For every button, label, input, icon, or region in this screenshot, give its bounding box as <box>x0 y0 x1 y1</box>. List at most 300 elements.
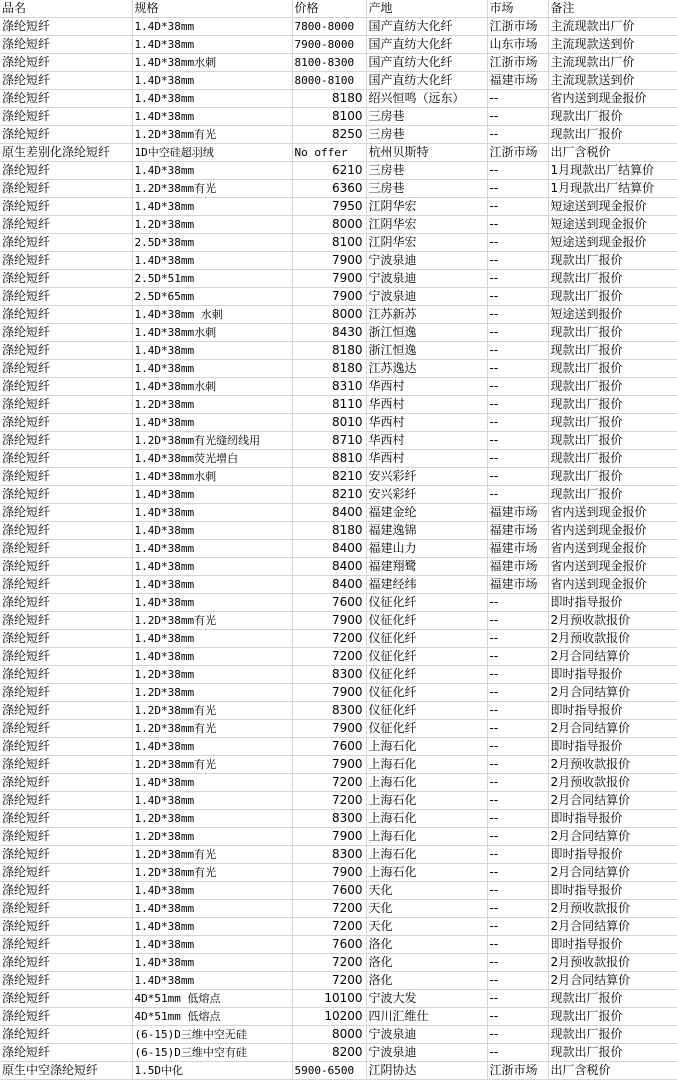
cell-product-name: 涤纶短纤 <box>0 1026 132 1044</box>
cell-price: 8710 <box>292 432 366 450</box>
cell-product-name: 涤纶短纤 <box>0 990 132 1008</box>
cell-origin: 宁波泉迪 <box>366 1026 487 1044</box>
cell-price: 7900 <box>292 288 366 306</box>
cell-remarks: 出厂含税价 <box>548 1062 677 1080</box>
cell-remarks: 2月合同结算价 <box>548 972 677 990</box>
cell-product-name: 涤纶短纤 <box>0 684 132 702</box>
cell-market: -- <box>487 756 548 774</box>
cell-origin: 仪征化纤 <box>366 666 487 684</box>
cell-remarks: 即时指导报价 <box>548 702 677 720</box>
cell-price: 7600 <box>292 882 366 900</box>
cell-market: -- <box>487 252 548 270</box>
cell-product-name: 涤纶短纤 <box>0 1008 132 1026</box>
cell-origin: 华西村 <box>366 378 487 396</box>
cell-market: -- <box>487 486 548 504</box>
cell-remarks: 省内送到现金报价 <box>548 576 677 594</box>
cell-market: -- <box>487 846 548 864</box>
cell-spec: 1.2D*38mm <box>132 396 292 414</box>
cell-price: 7200 <box>292 972 366 990</box>
cell-price: 8180 <box>292 522 366 540</box>
cell-spec: 1.4D*38mm <box>132 594 292 612</box>
cell-product-name: 涤纶短纤 <box>0 666 132 684</box>
cell-spec: 1.4D*38mm <box>132 72 292 90</box>
cell-product-name: 涤纶短纤 <box>0 810 132 828</box>
table-row <box>0 882 677 900</box>
cell-product-name: 涤纶短纤 <box>0 72 132 90</box>
cell-spec: 4D*51mm 低熔点 <box>132 1008 292 1026</box>
cell-origin: 江阴华宏 <box>366 198 487 216</box>
cell-price: 8810 <box>292 450 366 468</box>
cell-market: -- <box>487 414 548 432</box>
cell-market: -- <box>487 468 548 486</box>
cell-product-name: 涤纶短纤 <box>0 774 132 792</box>
cell-spec: 2.5D*38mm <box>132 234 292 252</box>
cell-market: -- <box>487 720 548 738</box>
cell-spec: 1.4D*38mm <box>132 900 292 918</box>
table-row <box>0 288 677 306</box>
cell-product-name: 涤纶短纤 <box>0 90 132 108</box>
cell-market: 江浙市场 <box>487 18 548 36</box>
cell-product-name: 涤纶短纤 <box>0 288 132 306</box>
cell-spec: 1.2D*38mm有光 <box>132 612 292 630</box>
table-row <box>0 450 677 468</box>
cell-origin: 福建经纬 <box>366 576 487 594</box>
cell-price: 8300 <box>292 666 366 684</box>
cell-remarks: 即时指导报价 <box>548 882 677 900</box>
table-row <box>0 828 677 846</box>
cell-market: -- <box>487 612 548 630</box>
table-row <box>0 576 677 594</box>
cell-market: -- <box>487 180 548 198</box>
cell-market: 江浙市场 <box>487 144 548 162</box>
cell-remarks: 主流现款出厂价 <box>548 18 677 36</box>
cell-price: 10200 <box>292 1008 366 1026</box>
cell-spec: 1.4D*38mm 水刺 <box>132 306 292 324</box>
cell-spec: 1.5D中化 <box>132 1062 292 1080</box>
cell-remarks: 2月预收款报价 <box>548 630 677 648</box>
cell-market: -- <box>487 378 548 396</box>
table-row <box>0 720 677 738</box>
table-row <box>0 324 677 342</box>
cell-remarks: 省内送到现金报价 <box>548 558 677 576</box>
header-remarks: 备注 <box>548 0 677 18</box>
cell-market: -- <box>487 216 548 234</box>
cell-price: 6210 <box>292 162 366 180</box>
table-row <box>0 180 677 198</box>
table-row <box>0 1008 677 1026</box>
cell-product-name: 涤纶短纤 <box>0 612 132 630</box>
cell-remarks: 2月合同结算价 <box>548 684 677 702</box>
cell-spec: 1.4D*38mm <box>132 342 292 360</box>
cell-product-name: 涤纶短纤 <box>0 180 132 198</box>
cell-origin: 江阴华宏 <box>366 216 487 234</box>
cell-price: 8100-8300 <box>292 54 366 72</box>
cell-product-name: 涤纶短纤 <box>0 576 132 594</box>
table-row <box>0 792 677 810</box>
table-row <box>0 558 677 576</box>
cell-market: -- <box>487 900 548 918</box>
cell-remarks: 2月合同结算价 <box>548 648 677 666</box>
cell-origin: 三房巷 <box>366 126 487 144</box>
cell-spec: 1.4D*38mm水刺 <box>132 54 292 72</box>
cell-price: 7200 <box>292 900 366 918</box>
table-row <box>0 612 677 630</box>
cell-product-name: 涤纶短纤 <box>0 720 132 738</box>
cell-origin: 江苏逸达 <box>366 360 487 378</box>
cell-remarks: 短途送到现金报价 <box>548 234 677 252</box>
cell-remarks: 现款出厂报价 <box>548 450 677 468</box>
cell-spec: 1.2D*38mm有光 <box>132 864 292 882</box>
table-row <box>0 378 677 396</box>
cell-market: -- <box>487 648 548 666</box>
table-row <box>0 198 677 216</box>
table-row <box>0 990 677 1008</box>
cell-price: 7200 <box>292 954 366 972</box>
cell-product-name: 涤纶短纤 <box>0 756 132 774</box>
cell-origin: 宁波大发 <box>366 990 487 1008</box>
cell-price: 8300 <box>292 846 366 864</box>
cell-origin: 上海石化 <box>366 756 487 774</box>
cell-price: 8180 <box>292 342 366 360</box>
cell-remarks: 即时指导报价 <box>548 936 677 954</box>
cell-remarks: 即时指导报价 <box>548 846 677 864</box>
cell-price: 8010 <box>292 414 366 432</box>
cell-spec: 1.2D*38mm <box>132 216 292 234</box>
cell-price: 7900 <box>292 864 366 882</box>
cell-origin: 华西村 <box>366 396 487 414</box>
table-row <box>0 270 677 288</box>
cell-market: -- <box>487 954 548 972</box>
cell-market: -- <box>487 810 548 828</box>
cell-product-name: 涤纶短纤 <box>0 630 132 648</box>
cell-price: 7200 <box>292 648 366 666</box>
cell-remarks: 现款出厂报价 <box>548 342 677 360</box>
cell-product-name: 涤纶短纤 <box>0 360 132 378</box>
cell-spec: 1.2D*38mm有光缝纫线用 <box>132 432 292 450</box>
cell-origin: 杭州贝斯特 <box>366 144 487 162</box>
cell-spec: 1.4D*38mm <box>132 792 292 810</box>
table-row <box>0 306 677 324</box>
cell-remarks: 短途送到报价 <box>548 306 677 324</box>
cell-spec: 4D*51mm 低熔点 <box>132 990 292 1008</box>
cell-spec: 1.4D*38mm水刺 <box>132 378 292 396</box>
cell-product-name: 涤纶短纤 <box>0 954 132 972</box>
cell-origin: 洛化 <box>366 954 487 972</box>
cell-origin: 三房巷 <box>366 162 487 180</box>
table-row <box>0 846 677 864</box>
cell-origin: 仪征化纤 <box>366 612 487 630</box>
cell-origin: 安兴彩纤 <box>366 468 487 486</box>
cell-market: -- <box>487 1044 548 1062</box>
cell-spec: 1.2D*38mm有光 <box>132 720 292 738</box>
table-row <box>0 234 677 252</box>
cell-remarks: 2月合同结算价 <box>548 720 677 738</box>
cell-spec: 1.4D*38mm <box>132 648 292 666</box>
cell-remarks: 主流现款送到价 <box>548 36 677 54</box>
cell-origin: 仪征化纤 <box>366 630 487 648</box>
table-row <box>0 144 677 162</box>
cell-price: 8400 <box>292 558 366 576</box>
cell-product-name: 涤纶短纤 <box>0 918 132 936</box>
table-row <box>0 36 677 54</box>
cell-market: 福建市场 <box>487 72 548 90</box>
cell-remarks: 现款出厂报价 <box>548 1044 677 1062</box>
header-price: 价格 <box>292 0 366 18</box>
cell-spec: 1.4D*38mm <box>132 918 292 936</box>
cell-price: 7950 <box>292 198 366 216</box>
cell-remarks: 2月合同结算价 <box>548 792 677 810</box>
cell-product-name: 涤纶短纤 <box>0 936 132 954</box>
cell-remarks: 现款出厂报价 <box>548 108 677 126</box>
table-row <box>0 972 677 990</box>
cell-remarks: 即时指导报价 <box>548 738 677 756</box>
cell-remarks: 主流现款送到价 <box>548 72 677 90</box>
cell-spec: 1.2D*38mm有光 <box>132 126 292 144</box>
table-row <box>0 486 677 504</box>
cell-price: 8300 <box>292 702 366 720</box>
cell-product-name: 涤纶短纤 <box>0 540 132 558</box>
table-row <box>0 1044 677 1062</box>
cell-origin: 上海石化 <box>366 792 487 810</box>
cell-product-name: 涤纶短纤 <box>0 36 132 54</box>
cell-remarks: 2月预收款报价 <box>548 756 677 774</box>
cell-market: 江浙市场 <box>487 54 548 72</box>
cell-market: -- <box>487 342 548 360</box>
cell-product-name: 涤纶短纤 <box>0 414 132 432</box>
table-row <box>0 72 677 90</box>
cell-market: -- <box>487 936 548 954</box>
cell-market: -- <box>487 126 548 144</box>
cell-spec: 1.4D*38mm <box>132 360 292 378</box>
cell-price: 7900 <box>292 720 366 738</box>
cell-price: 8200 <box>292 1044 366 1062</box>
table-row <box>0 684 677 702</box>
cell-origin: 天化 <box>366 900 487 918</box>
cell-origin: 国产直纺大化纤 <box>366 36 487 54</box>
table-row <box>0 936 677 954</box>
table-row <box>0 342 677 360</box>
table-row <box>0 1026 677 1044</box>
cell-price: 7600 <box>292 936 366 954</box>
cell-price: 8000 <box>292 216 366 234</box>
cell-product-name: 涤纶短纤 <box>0 504 132 522</box>
cell-remarks: 现款出厂报价 <box>548 990 677 1008</box>
cell-price: 8400 <box>292 576 366 594</box>
cell-product-name: 涤纶短纤 <box>0 216 132 234</box>
cell-origin: 上海石化 <box>366 846 487 864</box>
cell-spec: 1.4D*38mm <box>132 774 292 792</box>
cell-origin: 三房巷 <box>366 180 487 198</box>
table-row <box>0 252 677 270</box>
cell-market: 山东市场 <box>487 36 548 54</box>
cell-origin: 宁波泉迪 <box>366 252 487 270</box>
cell-market: -- <box>487 630 548 648</box>
cell-spec: 1.4D*38mm <box>132 522 292 540</box>
cell-origin: 仪征化纤 <box>366 702 487 720</box>
cell-market: -- <box>487 972 548 990</box>
cell-remarks: 现款出厂报价 <box>548 432 677 450</box>
table-row <box>0 468 677 486</box>
cell-price: 8100 <box>292 108 366 126</box>
cell-origin: 宁波泉迪 <box>366 270 487 288</box>
table-row <box>0 666 677 684</box>
cell-price: 8100 <box>292 234 366 252</box>
cell-market: -- <box>487 450 548 468</box>
cell-market: -- <box>487 270 548 288</box>
table-row <box>0 540 677 558</box>
cell-market: 福建市场 <box>487 558 548 576</box>
table-row <box>0 108 677 126</box>
cell-market: 福建市场 <box>487 576 548 594</box>
cell-remarks: 短途送到现金报价 <box>548 216 677 234</box>
cell-market: -- <box>487 396 548 414</box>
cell-origin: 四川汇维仕 <box>366 1008 487 1026</box>
cell-market: -- <box>487 666 548 684</box>
cell-spec: 1.4D*38mm <box>132 90 292 108</box>
cell-market: 江浙市场 <box>487 1062 548 1080</box>
cell-remarks: 现款出厂报价 <box>548 1008 677 1026</box>
cell-origin: 福建翔鹭 <box>366 558 487 576</box>
cell-market: -- <box>487 1026 548 1044</box>
cell-market: -- <box>487 324 548 342</box>
cell-spec: 1.2D*38mm <box>132 828 292 846</box>
table-row <box>0 648 677 666</box>
table-row <box>0 414 677 432</box>
table-row <box>0 864 677 882</box>
cell-price: 7800-8000 <box>292 18 366 36</box>
cell-spec: 1.2D*38mm有光 <box>132 756 292 774</box>
header-spec: 规格 <box>132 0 292 18</box>
cell-origin: 华西村 <box>366 432 487 450</box>
cell-product-name: 涤纶短纤 <box>0 450 132 468</box>
cell-price: 8180 <box>292 90 366 108</box>
cell-origin: 国产直纺大化纤 <box>366 18 487 36</box>
cell-product-name: 涤纶短纤 <box>0 882 132 900</box>
cell-market: -- <box>487 90 548 108</box>
table-row <box>0 810 677 828</box>
cell-market: -- <box>487 702 548 720</box>
cell-origin: 仪征化纤 <box>366 648 487 666</box>
cell-origin: 宁波泉迪 <box>366 288 487 306</box>
cell-market: -- <box>487 774 548 792</box>
table-row <box>0 918 677 936</box>
cell-market: 福建市场 <box>487 504 548 522</box>
table-row <box>0 900 677 918</box>
cell-spec: 1.2D*38mm有光 <box>132 180 292 198</box>
cell-remarks: 即时指导报价 <box>548 666 677 684</box>
cell-price: 7200 <box>292 918 366 936</box>
cell-price: 5900-6500 <box>292 1062 366 1080</box>
table-row <box>0 630 677 648</box>
cell-spec: 1.4D*38mm <box>132 540 292 558</box>
cell-spec: 1.4D*38mm <box>132 630 292 648</box>
cell-remarks: 2月预收款报价 <box>548 612 677 630</box>
table-row <box>0 774 677 792</box>
cell-remarks: 短途送到现金报价 <box>548 198 677 216</box>
cell-product-name: 涤纶短纤 <box>0 864 132 882</box>
table-row <box>0 594 677 612</box>
cell-product-name: 涤纶短纤 <box>0 828 132 846</box>
cell-remarks: 省内送到现金报价 <box>548 540 677 558</box>
cell-origin: 国产直纺大化纤 <box>366 54 487 72</box>
cell-price: 7600 <box>292 594 366 612</box>
cell-spec: 1.4D*38mm <box>132 882 292 900</box>
header-origin: 产地 <box>366 0 487 18</box>
cell-spec: 1.2D*38mm <box>132 684 292 702</box>
cell-spec: 1.4D*38mm <box>132 198 292 216</box>
cell-price: 7900 <box>292 756 366 774</box>
cell-price: 8000 <box>292 1026 366 1044</box>
cell-price: 8400 <box>292 540 366 558</box>
cell-product-name: 涤纶短纤 <box>0 702 132 720</box>
table-row <box>0 504 677 522</box>
cell-spec: 1.4D*38mm水刺 <box>132 468 292 486</box>
cell-market: -- <box>487 738 548 756</box>
cell-origin: 福建山力 <box>366 540 487 558</box>
cell-spec: 1D中空硅超羽绒 <box>132 144 292 162</box>
cell-price: 6360 <box>292 180 366 198</box>
cell-origin: 江苏新苏 <box>366 306 487 324</box>
cell-remarks: 出厂含税价 <box>548 144 677 162</box>
cell-price: 7900 <box>292 684 366 702</box>
cell-product-name: 涤纶短纤 <box>0 432 132 450</box>
cell-price: No offer <box>292 144 366 162</box>
table-row <box>0 18 677 36</box>
cell-market: -- <box>487 828 548 846</box>
cell-market: -- <box>487 162 548 180</box>
cell-spec: 1.4D*38mm <box>132 108 292 126</box>
header-market: 市场 <box>487 0 548 18</box>
cell-price: 8210 <box>292 468 366 486</box>
table-row <box>0 756 677 774</box>
table-row <box>0 360 677 378</box>
cell-remarks: 省内送到现金报价 <box>548 522 677 540</box>
header-row <box>0 0 677 18</box>
cell-product-name: 涤纶短纤 <box>0 594 132 612</box>
cell-origin: 华西村 <box>366 414 487 432</box>
cell-origin: 洛化 <box>366 936 487 954</box>
cell-remarks: 2月预收款报价 <box>548 900 677 918</box>
cell-origin: 江阴协达 <box>366 1062 487 1080</box>
cell-origin: 华西村 <box>366 450 487 468</box>
cell-spec: 1.4D*38mm <box>132 936 292 954</box>
table-row <box>0 162 677 180</box>
cell-price: 8000-8100 <box>292 72 366 90</box>
cell-remarks: 现款出厂报价 <box>548 324 677 342</box>
cell-market: 福建市场 <box>487 540 548 558</box>
cell-price: 7900 <box>292 252 366 270</box>
cell-spec: 2.5D*51mm <box>132 270 292 288</box>
cell-remarks: 即时指导报价 <box>548 810 677 828</box>
cell-price: 7900-8000 <box>292 36 366 54</box>
table-row <box>0 432 677 450</box>
cell-origin: 天化 <box>366 882 487 900</box>
cell-price: 8110 <box>292 396 366 414</box>
cell-product-name: 涤纶短纤 <box>0 126 132 144</box>
cell-origin: 上海石化 <box>366 864 487 882</box>
cell-remarks: 即时指导报价 <box>548 594 677 612</box>
cell-spec: 1.4D*38mm <box>132 972 292 990</box>
cell-remarks: 1月现款出厂结算价 <box>548 180 677 198</box>
cell-remarks: 现款出厂报价 <box>548 396 677 414</box>
cell-origin: 仪征化纤 <box>366 720 487 738</box>
cell-market: -- <box>487 1008 548 1026</box>
cell-origin: 仪征化纤 <box>366 684 487 702</box>
cell-market: -- <box>487 918 548 936</box>
cell-product-name: 涤纶短纤 <box>0 522 132 540</box>
cell-market: -- <box>487 882 548 900</box>
cell-origin: 上海石化 <box>366 774 487 792</box>
